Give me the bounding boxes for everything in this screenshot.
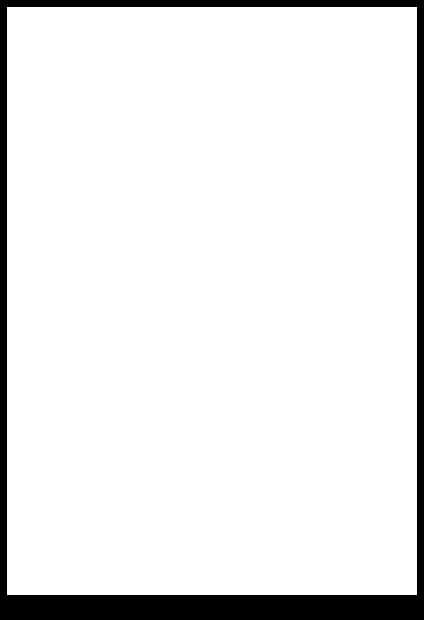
- viewer-footer-bar: [0, 595, 424, 620]
- page-content: [47, 41, 391, 55]
- document-page: [7, 7, 417, 595]
